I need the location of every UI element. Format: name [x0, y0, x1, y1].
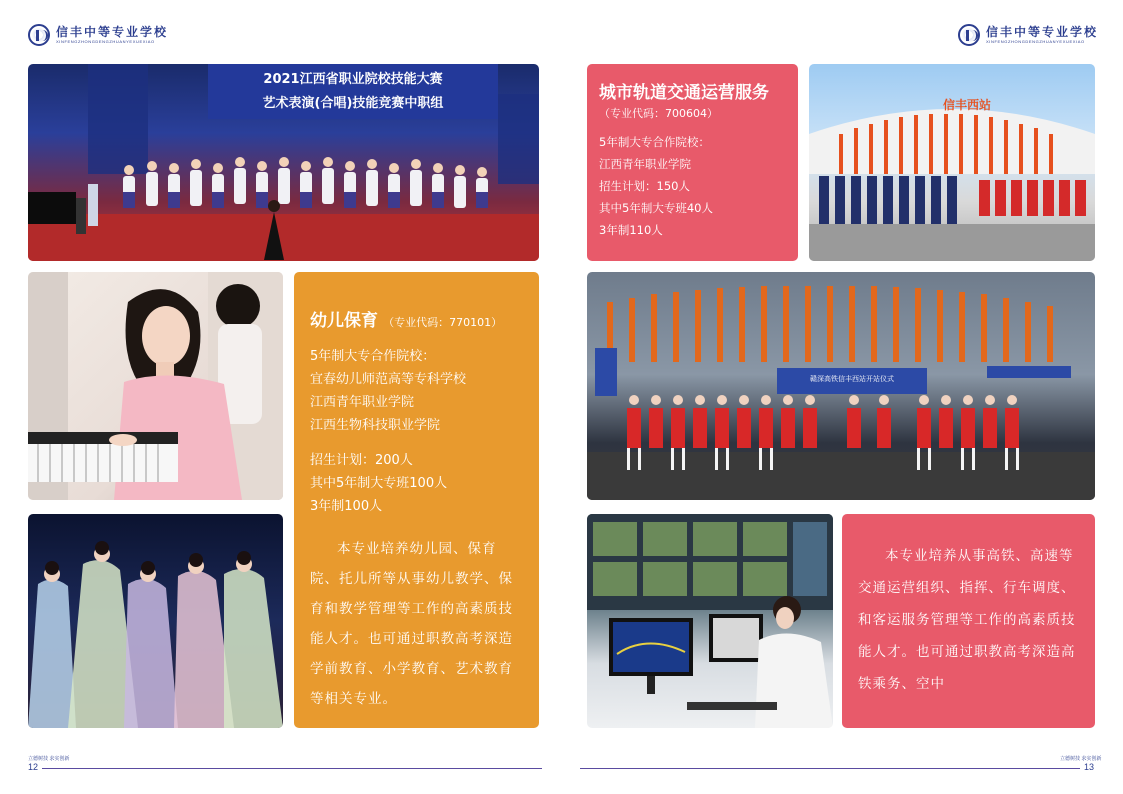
rail-transit-plan: 招生计划：150人 — [599, 179, 690, 193]
dance-illustration — [28, 514, 283, 728]
choir-banner-line1: 2021江西省职业院校技能大赛 — [263, 72, 443, 87]
early-childhood-partner: 江西青年职业学院 — [310, 395, 415, 410]
school-emblem-icon — [28, 24, 50, 46]
school-logo-right — [958, 24, 1098, 46]
early-childhood-description: 本专业培养幼儿园、保育院、托儿所等从事幼儿教学、保育和教学管理等工作的高素质技能人才。也可通过职教高考深造学前教育、小学教育、艺术教育等相关专业。 — [310, 541, 513, 707]
rail-transit-code: （专业代码：700604） — [599, 107, 718, 120]
early-childhood-title: 幼儿保育 — [310, 311, 378, 331]
early-childhood-partner: 宜春幼儿师范高等专科学校 — [310, 372, 467, 387]
piano-student-photo — [28, 272, 283, 500]
school-emblem-icon — [958, 24, 980, 46]
early-childhood-plan: 3年制100人 — [310, 499, 383, 514]
control-room-photo — [587, 514, 833, 728]
choir-performance-photo — [28, 64, 539, 261]
rail-transit-description: 本专业培养从事高铁、高速等交通运营组织、指挥、行车调度、和客运服务管理等工作的高素质技能人才。也可通过职教高考深造高铁乘务、空中 — [858, 548, 1076, 692]
school-name-en: XINFENGZHONGDENGZHUANYEXUEXIAO — [56, 39, 155, 44]
school-logo-left — [28, 24, 168, 46]
school-name: 信丰中等专业学校 — [986, 25, 1099, 39]
early-childhood-panel — [294, 272, 539, 728]
station-ceremony-photo — [587, 272, 1095, 500]
dance-performance-photo — [28, 514, 283, 728]
footer-slogan-right: 立德树技 求实创新 — [1060, 756, 1102, 762]
rail-transit-plan: 其中5年制大专班40人 — [599, 201, 713, 215]
school-name-en: XINFENGZHONGDENGZHUANYEXUEXIAO — [986, 39, 1085, 44]
station-exterior-illustration — [809, 64, 1095, 261]
early-childhood-plan: 其中5年制大专班100人 — [310, 476, 448, 491]
footer-rule-right — [580, 768, 1080, 769]
footer-slogan-left: 立德树技 求实创新 — [28, 756, 70, 762]
rail-transit-partner-heading: 5年制大专合作院校： — [599, 135, 710, 149]
rail-transit-title: 城市轨道交通运营服务 — [599, 83, 769, 103]
station-ceremony-illustration — [587, 272, 1095, 500]
piano-student-illustration — [28, 272, 283, 500]
early-childhood-partner-heading: 5年制大专合作院校： — [310, 349, 436, 364]
early-childhood-plan: 招生计划：200人 — [310, 453, 413, 468]
control-room-illustration — [587, 514, 833, 728]
page-number-left: 12 — [28, 762, 39, 772]
footer-rule-left — [42, 768, 542, 769]
school-name: 信丰中等专业学校 — [56, 25, 169, 39]
rail-transit-panel — [587, 64, 798, 261]
early-childhood-code: （专业代码：770101） — [383, 316, 503, 329]
choir-banner-line2: 艺术表演(合唱)技能竞赛中职组 — [262, 96, 444, 111]
station-sign: 信丰西站 — [942, 98, 991, 112]
station-exterior-photo — [809, 64, 1095, 261]
rail-transit-partner: 江西青年职业学院 — [599, 157, 691, 171]
rail-transit-plan: 3年制110人 — [599, 223, 663, 237]
early-childhood-partner: 江西生物科技职业学院 — [310, 418, 441, 433]
rail-transit-description-panel — [842, 514, 1095, 728]
ceremony-banner: 赣深高铁信丰西站开站仪式 — [810, 375, 894, 383]
page-number-right: 13 — [1084, 762, 1095, 772]
